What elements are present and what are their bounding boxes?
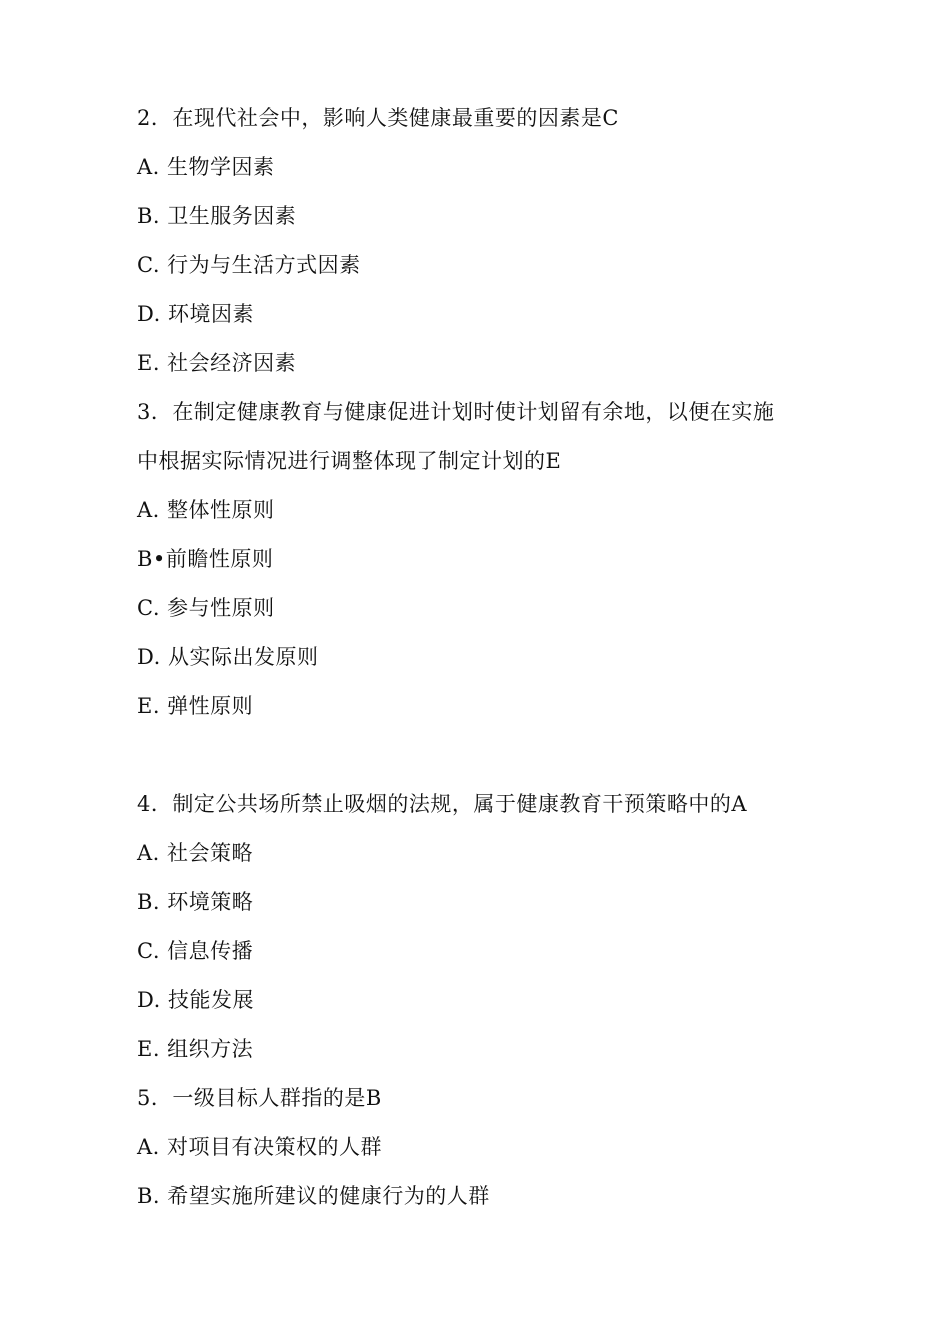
question-3-stem-line-1: 3．在制定健康教育与健康促进计划时使计划留有余地，以便在实施: [137, 400, 775, 424]
question-4-option-a: A. 社会策略: [137, 841, 254, 865]
question-3-option-d: D. 从实际出发原则: [137, 645, 319, 669]
question-3-stem-line-2: 中根据实际情况进行调整体现了制定计划的E: [137, 449, 562, 473]
question-4-option-b: B. 环境策略: [137, 890, 254, 914]
question-2-option-d: D. 环境因素: [137, 302, 254, 326]
question-4-option-e: E. 组织方法: [137, 1037, 254, 1061]
question-2-option-e: E. 社会经济因素: [137, 351, 297, 375]
question-3-option-c: C. 参与性原则: [137, 596, 275, 620]
question-5-option-a: A. 对项目有决策权的人群: [137, 1135, 383, 1159]
question-4-stem: 4．制定公共场所禁止吸烟的法规，属于健康教育干预策略中的A: [137, 792, 748, 816]
question-2-option-a: A. 生物学因素: [137, 155, 275, 179]
question-4-option-c: C. 信息传播: [137, 939, 254, 963]
question-3-option-a: A. 整体性原则: [137, 498, 275, 522]
question-5-option-b: B. 希望实施所建议的健康行为的人群: [137, 1184, 490, 1208]
question-4-option-d: D. 技能发展: [137, 988, 254, 1012]
question-2-stem: 2．在现代社会中，影响人类健康最重要的因素是C: [137, 106, 619, 130]
question-3-option-e: E. 弹性原则: [137, 694, 254, 718]
question-5-stem: 5．一级目标人群指的是B: [137, 1086, 382, 1110]
question-3-option-b: B•前瞻性原则: [137, 547, 274, 571]
question-2-option-b: B. 卫生服务因素: [137, 204, 297, 228]
question-2-option-c: C. 行为与生活方式因素: [137, 253, 361, 277]
